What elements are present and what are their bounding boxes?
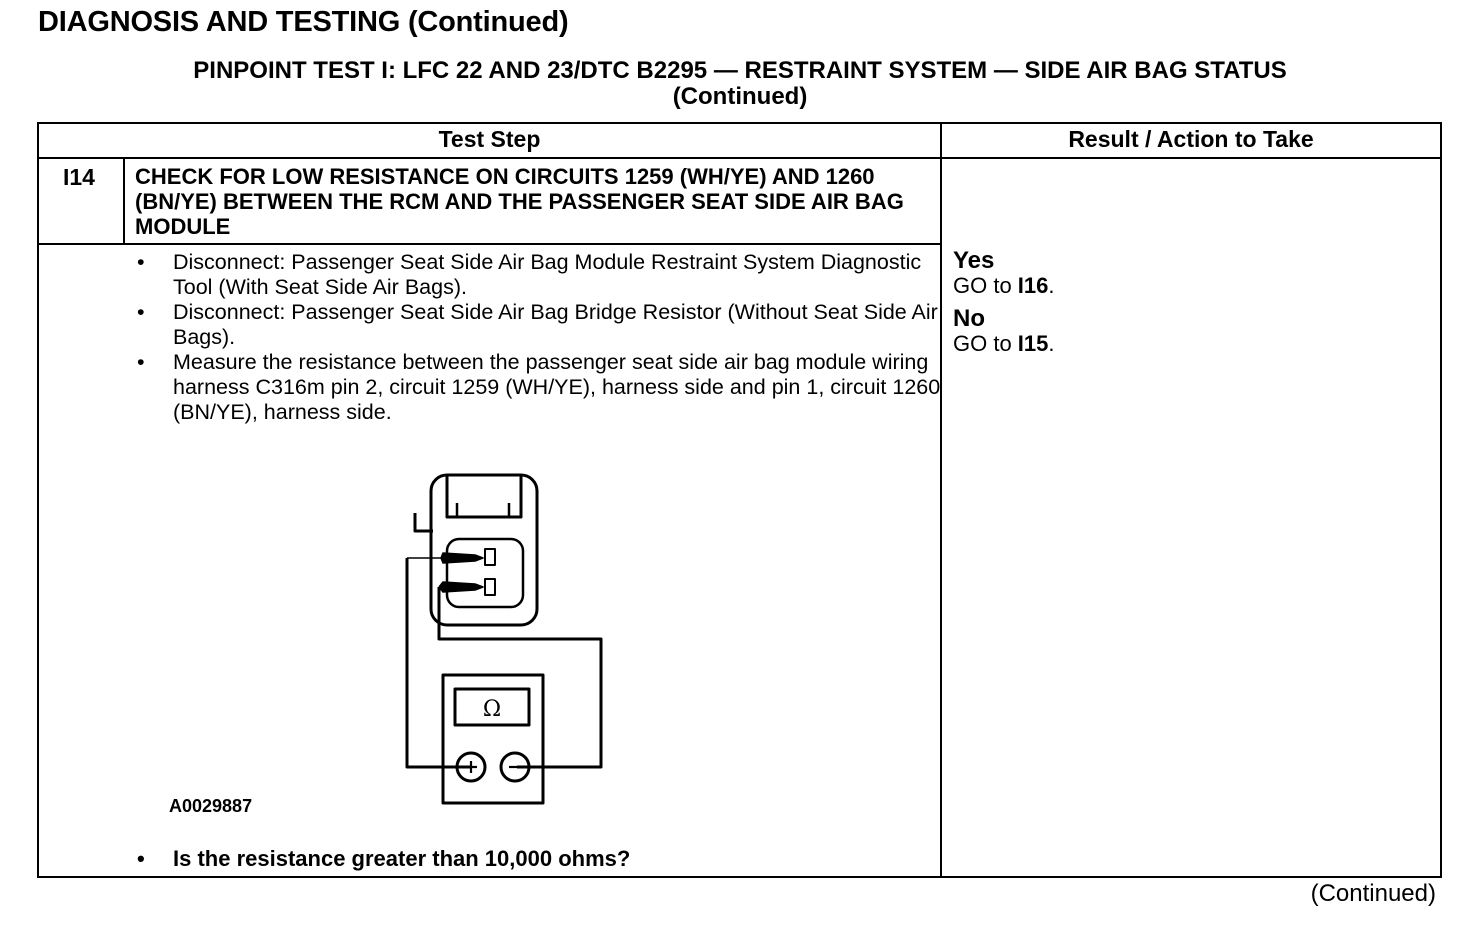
result-yes-action: GO to I16.: [953, 273, 1055, 298]
connector-terminal-pin-1: [485, 579, 495, 595]
pinpoint-test-title: [60, 58, 1420, 110]
step-heading-divider: [39, 243, 941, 245]
pinpoint-test-title-line1: PINPOINT TEST I: LFC 22 AND 23/DTC B2295 — RESTRAINT SYSTEM — SIDE AIR BAG STATUS: [193, 57, 1287, 84]
column-divider: [940, 124, 942, 876]
goto-link-i15[interactable]: I15: [1017, 331, 1049, 356]
instruction-item: • Disconnect: Passenger Seat Side Air Bag Bridge Resistor (Without Seat Side Air Bags).: [131, 300, 951, 350]
result-no: [953, 306, 1055, 356]
probe-lead-2: [439, 582, 483, 592]
step-number-divider: [123, 158, 125, 245]
continued-footer: (Continued): [1310, 880, 1436, 907]
instruction-item: • Disconnect: Passenger Seat Side Air Bag Module Restraint System Diagnostic Tool (With Seat Side Air Bags).: [131, 250, 951, 300]
header-divider: [39, 157, 1440, 159]
step-heading: CHECK FOR LOW RESISTANCE ON CIRCUITS 1259 (WH/YE) AND 1260 (BN/YE) BETWEEN THE RCM AND THE PASSENGER SEAT SIDE AIR BAG MODULE: [135, 164, 904, 239]
test-step-table: [37, 122, 1442, 878]
figure-id: A0029887: [169, 796, 253, 816]
pinpoint-test-title-line2: (Continued): [672, 83, 808, 110]
step-instructions: [131, 250, 951, 425]
ohmmeter-connector-diagram: [359, 469, 619, 809]
result-actions: [953, 248, 1055, 364]
result-yes: [953, 248, 1055, 298]
result-yes-label: Yes: [953, 247, 995, 274]
ohm-symbol: Ω: [482, 697, 502, 722]
header-result-action: Result / Action to Take: [1068, 126, 1314, 152]
goto-link-i16[interactable]: I16: [1017, 273, 1049, 298]
probe-lead-1: [407, 553, 483, 563]
step-question: • Is the resistance greater than 10,000 ohms?: [131, 846, 630, 872]
step-number: I14: [63, 164, 95, 190]
result-no-label: No: [953, 305, 985, 332]
test-lead-wire-2: [439, 587, 601, 767]
instruction-item: • Measure the resistance between the passenger seat side air bag module wiring harness C316m pin 2, circuit 1259 (WH/YE), harness side and pin 1, circuit 1260 (BN/YE), harness side.: [131, 350, 951, 425]
result-no-action: GO to I15.: [953, 331, 1055, 356]
page-title: DIAGNOSIS AND TESTING (Continued): [38, 6, 569, 38]
header-test-step: Test Step: [438, 126, 541, 152]
connector-terminal-pin-2: [485, 549, 495, 565]
